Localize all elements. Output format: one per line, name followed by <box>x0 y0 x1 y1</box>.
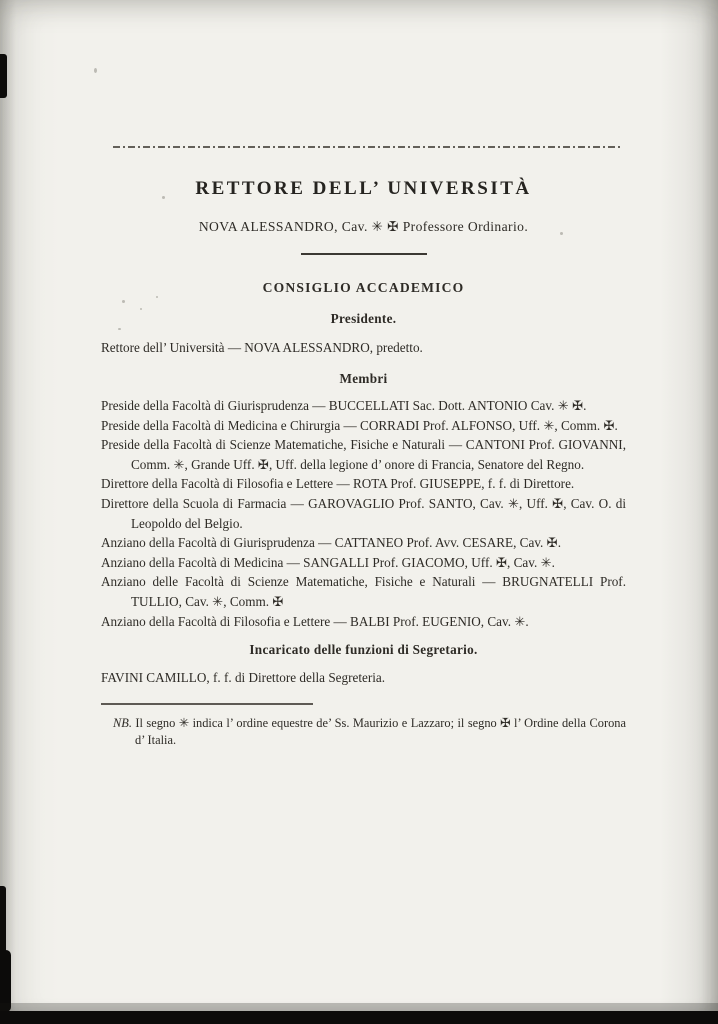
footnote-divider <box>101 703 313 705</box>
member-entry: Preside della Facoltà di Giurisprudenza — BUCCELLATI Sac. Dott. ANTONIO Cav. ✳ ✠. <box>101 398 587 413</box>
member-entry: Preside della Facoltà di Medicina e Chirurgia — CORRADI Prof. ALFONSO, Uff. ✳, Comm. ✠. <box>101 417 618 433</box>
footnote <box>101 715 626 750</box>
scan-artifact-left-top <box>0 54 7 98</box>
member-entry: Anziano della Facoltà di Filosofia e Lettere — BALBI Prof. EUGENIO, Cav. ✳. <box>101 613 529 629</box>
member-entry: Anziano della Facoltà di Medicina — SANGALLI Prof. GIACOMO, Uff. ✠, Cav. ✳. <box>101 554 555 570</box>
footnote-label: NB. <box>113 715 132 730</box>
members-list <box>101 396 626 631</box>
members-heading: Membri <box>339 371 388 386</box>
top-divider <box>113 146 622 148</box>
page-title: RETTORE DELL’ UNIVERSITÀ <box>195 178 532 199</box>
member-entry: Preside della Facoltà di Scienze Matematiche, Fisiche e Naturali — CANTONI Prof. GIOVANNI, Comm. ✳, Grande Uff. ✠, Uff. della legione d’ onore di Francia, Senatore del Regno. <box>101 437 626 472</box>
section-divider <box>301 253 427 255</box>
rector-line: NOVA ALESSANDRO, Cav. ✳ ✠ Professore Ordinario. <box>198 219 529 234</box>
footnote-text: Il segno ✳ indica l’ ordine equestre de’ Ss. Maurizio e Lazzaro; il segno ✠ l’ Ordine della Corona d’ Italia. <box>131 715 626 748</box>
member-entry: Anziano delle Facoltà di Scienze Matematiche, Fisiche e Naturali — BRUGNATELLI Prof. TULLIO, Cav. ✳, Comm. ✠ <box>101 574 626 609</box>
secretary-line: FAVINI CAMILLO, f. f. di Direttore della Segreteria. <box>101 670 386 686</box>
member-entry: Anziano della Facoltà di Giurisprudenza — CATTANEO Prof. Avv. CESARE, Cav. ✠. <box>101 535 561 551</box>
scan-artifact-bottom-bar <box>0 1011 718 1024</box>
council-heading: CONSIGLIO ACCADEMICO <box>262 280 465 295</box>
member-entry: Direttore della Scuola di Farmacia — GAROVAGLIO Prof. SANTO, Cav. ✳, Uff. ✠, Cav. O. di Leopoldo del Belgio. <box>101 495 626 531</box>
member-entry: Direttore della Facoltà di Filosofia e Lettere — ROTA Prof. GIUSEPPE, f. f. di Direttore. <box>101 476 575 492</box>
scan-artifact-bottom-haze <box>0 1003 718 1011</box>
president-line: Rettore dell’ Università — NOVA ALESSANDRO, predetto. <box>101 340 423 355</box>
page-content <box>101 146 626 750</box>
scan-artifact-left-middle <box>0 886 6 956</box>
president-heading: Presidente. <box>330 311 397 326</box>
secretary-heading: Incaricato delle funzioni di Segretario. <box>249 642 478 658</box>
scan-speck <box>94 68 97 73</box>
